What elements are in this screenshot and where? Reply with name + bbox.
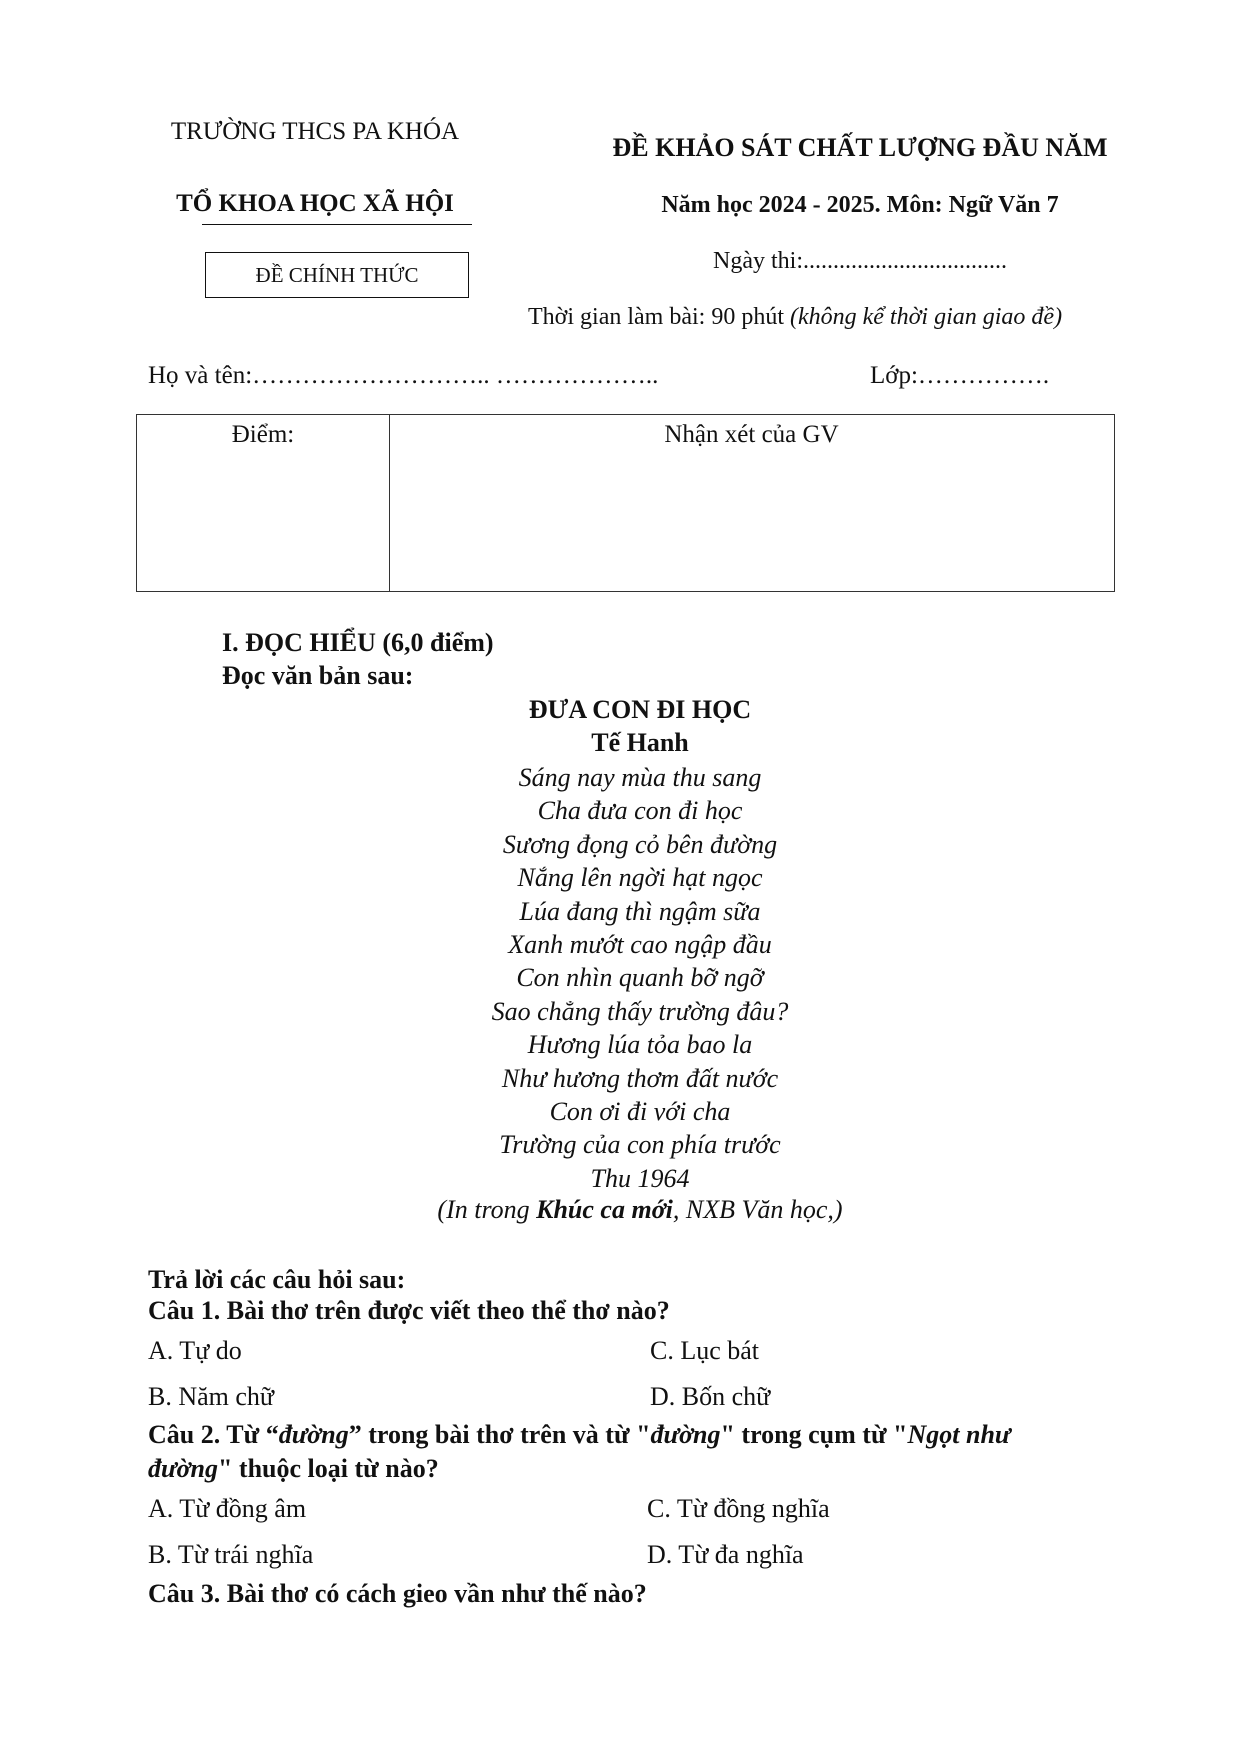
poem-line: Trường của con phía trước [499,1130,781,1160]
q2-text: ” trong bài thơ trên và từ " [348,1420,651,1449]
q2-option-d: D. Từ đa nghĩa [647,1540,804,1569]
q2-text: " trong cụm từ " [720,1420,908,1449]
q2-text: " thuộc loại từ nào? [218,1454,439,1483]
exam-time-main: Thời gian làm bài: 90 phút [528,304,790,330]
student-class-line: Lớp:……………. [870,362,1050,389]
poem-source-book: Khúc ca mới [536,1195,673,1224]
q2-option-a: A. Từ đồng âm [148,1494,307,1523]
poem-title: ĐƯA CON ĐI HỌC [528,695,752,724]
section-title-reading: I. ĐỌC HIỂU (6,0 điểm) [222,628,494,657]
score-label: Điểm: [231,421,295,448]
poem-line: Lúa đang thì ngậm sữa [519,896,761,926]
q2-phrase: Ngọt như [907,1420,1011,1449]
poem-line: Con ơi đi với cha [549,1096,731,1126]
q2-word: đường [650,1420,721,1449]
questions-instruction: Trả lời các câu hỏi sau: [148,1265,406,1294]
poem-source-prefix: (In trong [437,1195,537,1224]
poem-author: Tế Hanh [591,728,689,757]
question-2-line-2 [148,1454,439,1484]
school-name: TRƯỜNG THCS PA KHÓA [170,118,460,145]
official-label: ĐỀ CHÍNH THỨC [255,262,419,287]
q1-option-b: B. Năm chữ [148,1382,275,1411]
exam-date: Ngày thi:.................................. [713,248,1007,274]
q2-option-c: C. Từ đồng nghĩa [647,1494,830,1523]
q2-word: đường [278,1420,349,1449]
poem-source-suffix: , NXB Văn học,) [672,1195,843,1224]
poem-line: Như hương thơm đất nước [501,1063,779,1093]
exam-year-subject: Năm học 2024 - 2025. Môn: Ngữ Văn 7 [661,192,1059,218]
poem-line: Xanh mướt cao ngập đầu [508,929,772,959]
exam-title: ĐỀ KHẢO SÁT CHẤT LƯỢNG ĐẦU NĂM [612,133,1108,162]
poem-line: Sao chẳng thấy trường đâu? [491,996,789,1026]
q1-option-d: D. Bốn chữ [650,1382,771,1411]
poem-line: Hương lúa tỏa bao la [527,1030,753,1060]
exam-time [528,304,1062,331]
reading-instruction: Đọc văn bản sau: [222,661,414,690]
q2-phrase: đường [148,1454,218,1483]
poem-line: Sương đọng cỏ bên đường [502,829,778,859]
department-underline [202,224,472,225]
q2-option-b: B. Từ trái nghĩa [148,1540,314,1569]
poem-body [240,761,1040,1195]
poem-line: Sáng nay mùa thu sang [518,763,762,792]
poem-line: Con nhìn quanh bỡ ngỡ [516,963,764,993]
q1-option-c: C. Lục bát [650,1336,760,1365]
score-table [136,414,1115,592]
question-3: Câu 3. Bài thơ có cách gieo vần như thế nào? [148,1579,647,1608]
poem-date: Thu 1964 [590,1163,690,1193]
teacher-comment-label: Nhận xét của GV [664,421,839,448]
student-name-line: Họ và tên:……………………….. ……………….. [148,362,659,389]
poem-source [240,1195,1040,1225]
exam-time-note: (không kể thời gian giao đề) [789,304,1063,330]
q1-option-a: A. Tự do [148,1336,242,1365]
poem-line: Nắng lên ngời hạt ngọc [517,863,763,893]
official-exam-box [205,252,469,298]
department-name: TỔ KHOA HỌC XÃ HỘI [176,190,454,217]
question-2-line-1 [148,1420,1010,1450]
question-1: Câu 1. Bài thơ trên được viết theo thể thơ nào? [148,1296,670,1325]
poem-line: Cha đưa con đi học [537,796,743,826]
q2-text: Câu 2. Từ “ [148,1420,279,1449]
